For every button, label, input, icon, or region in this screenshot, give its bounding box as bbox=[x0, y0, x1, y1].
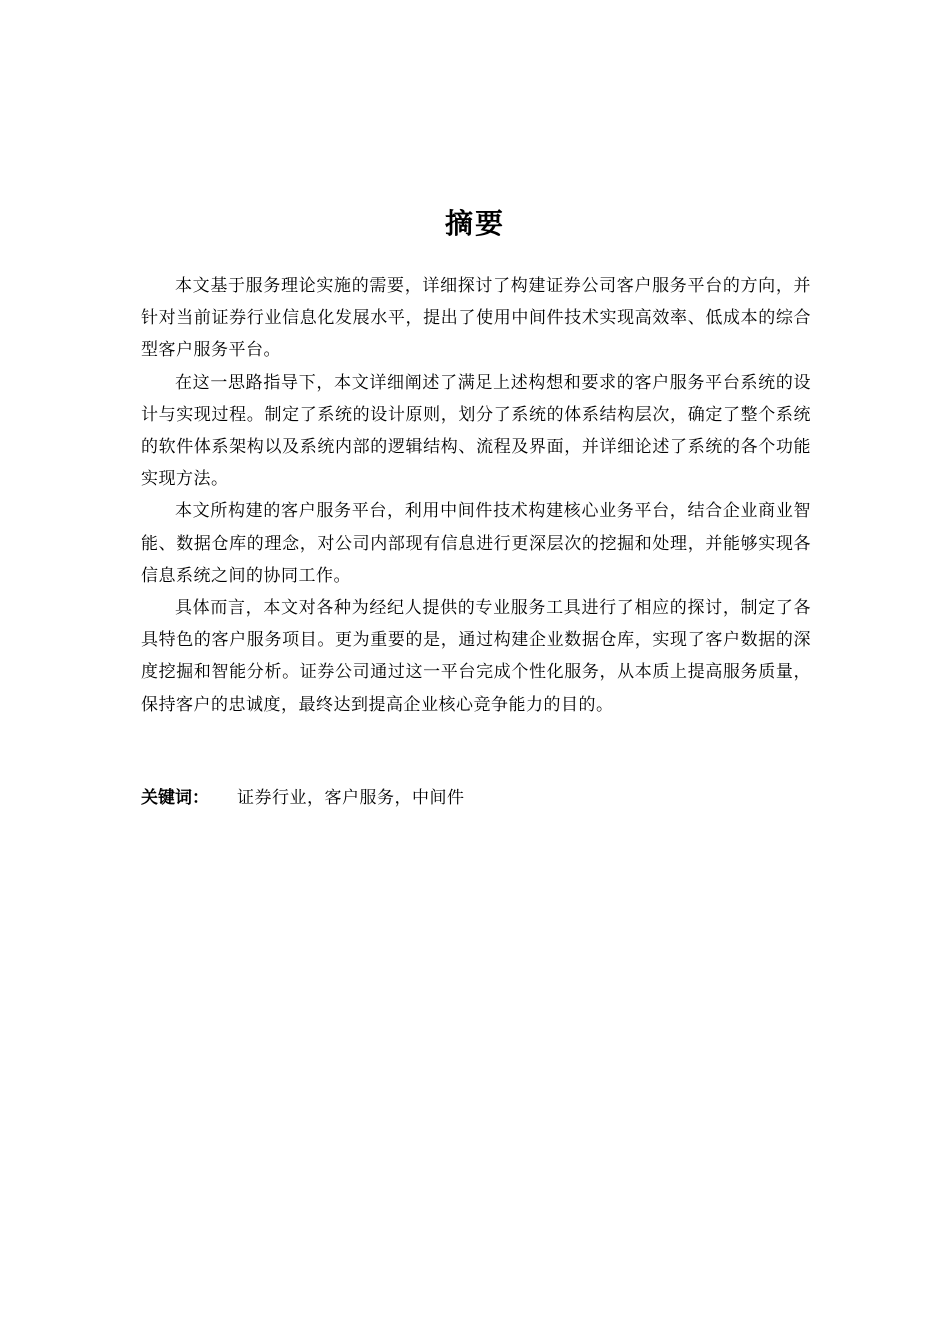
keywords-line bbox=[141, 783, 811, 813]
abstract-title: 摘要 bbox=[444, 207, 505, 240]
keywords-label: 关键词： bbox=[141, 788, 209, 808]
abstract-paragraph: 本文所构建的客户服务平台，利用中间件技术构建核心业务平台，结合企业商业智能、数据仓库的理念，对公司内部现有信息进行更深层次的挖掘和处理，并能够实现各信息系统之间的协同工作。 bbox=[141, 501, 811, 586]
abstract-paragraph: 本文基于服务理论实施的需要，详细探讨了构建证券公司客户服务平台的方向，并针对当前证券行业信息化发展水平，提出了使用中间件技术实现高效率、低成本的综合型客户服务平台。 bbox=[141, 276, 811, 361]
abstract-paragraph: 在这一思路指导下，本文详细阐述了满足上述构想和要求的客户服务平台系统的设计与实现过程。制定了系统的设计原则，划分了系统的体系结构层次，确定了整个系统的软件体系架构以及系统内部的逻辑结构、流程及界面，并详细论述了系统的各个功能实现方法。 bbox=[141, 372, 811, 490]
abstract-paragraph: 具体而言，本文对各种为经纪人提供的专业服务工具进行了相应的探讨，制定了各具特色的客户服务项目。更为重要的是，通过构建企业数据仓库，实现了客户数据的深度挖掘和智能分析。证券公司通过这一平台完成个性化服务，从本质上提高服务质量，保持客户的忠诚度，最终达到提高企业核心竞争能力的目的。 bbox=[141, 598, 811, 715]
abstract-body bbox=[141, 270, 811, 721]
keywords-value: 证券行业，客户服务，中间件 bbox=[237, 788, 465, 808]
